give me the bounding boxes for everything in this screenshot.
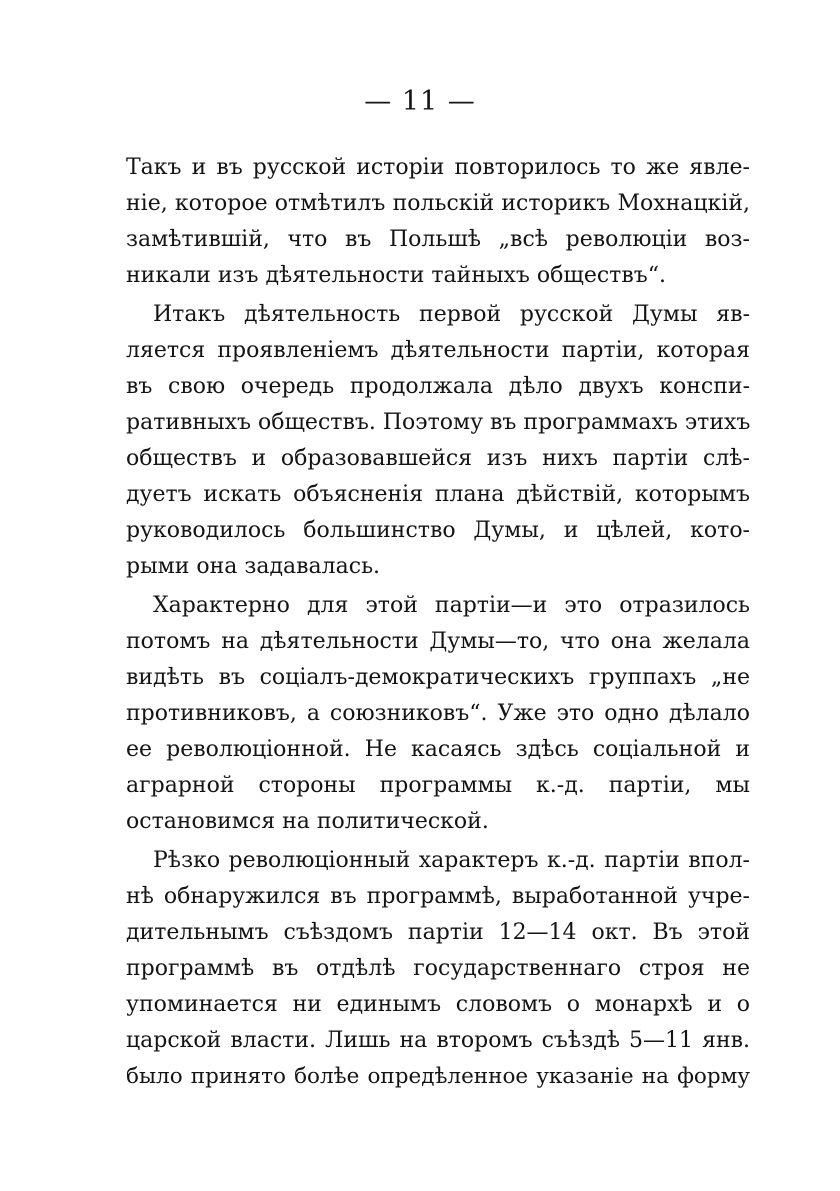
text-line: остановимся на политической. (126, 809, 489, 834)
text-line: дуетъ искать объясненія плана дѣйствій, которымъ (126, 482, 750, 507)
text-line: рыми она задавалась. (126, 554, 381, 579)
text-line: царской власти. Лишь на второмъ съѣздѣ 5—11 янв. (126, 1028, 750, 1053)
text-line: было принято болѣе опредѣленное указаніе на форму (126, 1064, 750, 1089)
text-line: потомъ на дѣятельности Думы—то, что она желала (126, 629, 750, 654)
text-line: программѣ въ отдѣлѣ государственнаго строя не (126, 956, 750, 981)
text-line: никали изъ дѣятельности тайныхъ обществъ“. (126, 263, 666, 288)
text-line: обществъ и образовавшейся изъ нихъ партіи слѣ- (126, 446, 750, 471)
text-line: упоминается ни единымъ словомъ о монархѣ и о (126, 992, 750, 1017)
text-line: въ свою очередь продолжала дѣло двухъ конспи- (126, 374, 750, 399)
text-line: дительнымъ съѣздомъ партіи 12—14 окт. Въ этой (126, 920, 750, 945)
text-line: противниковъ, а союзниковъ“. Уже это одно дѣлало (126, 701, 750, 726)
text-line: Такъ и въ русской исторіи повторилось то же явле- (126, 155, 750, 180)
text-line: ее революціонной. Не касаясь здѣсь соціальной и (126, 737, 750, 762)
text-line: видѣть въ соціалъ-демократическихъ группахъ „не (126, 665, 750, 690)
text-line: нѣ обнаружился въ программѣ, выработанной учре- (126, 884, 750, 909)
text-line: ніе, которое отмѣтилъ польскій историкъ Мохнацкій, (126, 191, 750, 216)
text-line: руководилось большинство Думы, и цѣлей, кото- (126, 518, 750, 543)
text-line: ративныхъ обществъ. Поэтому въ программахъ этихъ (126, 410, 751, 435)
text-line: Рѣзко революціонный характеръ к.-д. партіи впол- (153, 848, 750, 873)
text-line: замѣтившій, что въ Польшѣ „всѣ революціи воз- (126, 227, 750, 252)
page-number: — 11 — (364, 86, 476, 117)
text-line: ляется проявленіемъ дѣятельности партіи, которая (126, 338, 750, 363)
text-line: аграрной стороны программы к.-д. партіи, мы (126, 773, 750, 798)
text-line: Итакъ дѣятельность первой русской Думы яв- (153, 302, 750, 327)
text-line: Характерно для этой партіи—и это отразилось (153, 593, 750, 618)
